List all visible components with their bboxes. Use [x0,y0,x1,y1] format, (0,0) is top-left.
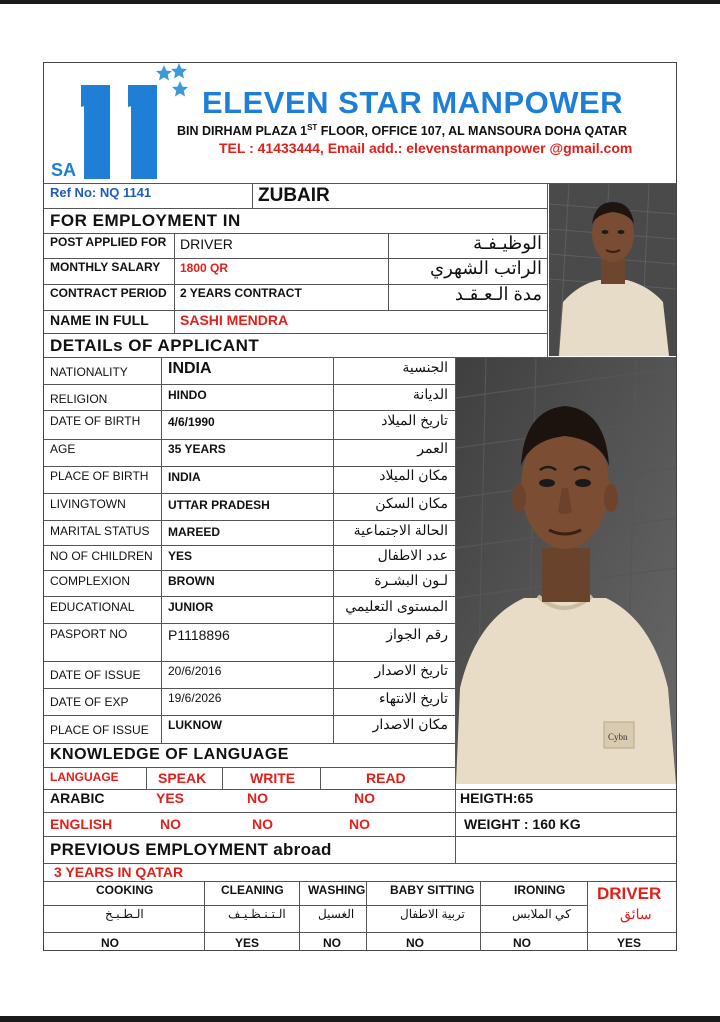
detail-label: NO OF CHILDREN [50,549,153,563]
star-icon [171,63,187,79]
bottom-border [0,1016,720,1022]
divider [44,836,676,837]
lang-header-speak: SPEAK [158,770,207,786]
detail-value: JUNIOR [168,600,214,614]
detail-value: UTTAR PRADESH [168,498,270,512]
skill-en: WASHING [308,883,366,897]
skill-ar: الـطـبـخ [105,907,144,921]
logo-prefix: SA [51,160,77,180]
detail-value: INDIA [168,360,212,377]
detail-label: NATIONALITY [50,365,128,379]
post-value: DRIVER [180,236,233,252]
skill-en: DRIVER [597,884,662,903]
language-heading: KNOWLEDGE OF LANGUAGE [50,746,289,763]
company-header [44,63,676,183]
detail-arabic: لـون البشـرة [374,572,448,588]
address-rest: FLOOR, OFFICE 107, AL MANSOURA DOHA QATAR [317,124,628,139]
skill-ar: كي الملابس [512,907,571,921]
skill-value: NO [323,936,341,950]
detail-value: LUKNOW [168,718,222,732]
lang-arabic-name: ARABIC [50,790,105,806]
detail-label: RELIGION [50,392,108,406]
lang-arabic-speak: YES [156,790,185,806]
skill-value: NO [513,936,531,950]
divider [44,333,547,334]
detail-arabic: تاريخ الانتهاء [378,690,448,706]
skill-ar: الـتـنـظـيـف [228,907,286,921]
detail-value: MAREED [168,525,221,539]
ref-number: Ref No: NQ 1141 [50,185,152,200]
salary-value: 1800 QR [180,261,229,275]
fullname-label: NAME IN FULL [50,312,149,328]
address-start: BIN DIRHAM PLAZA 1 [177,124,308,139]
top-border [0,0,720,4]
star-icon [172,81,188,97]
details-heading: DETAILs OF APPLICANT [50,336,260,355]
skill-value: NO [101,936,119,950]
divider [44,767,455,768]
contract-label: CONTRACT PERIOD [50,286,167,300]
detail-label: COMPLEXION [50,574,131,588]
detail-arabic: مكان الاصدار [372,716,448,732]
skill-ar: سائق [620,906,652,922]
skill-en: IRONING [514,883,566,897]
detail-label: AGE [50,442,76,456]
detail-value: 35 YEARS [168,442,226,456]
lang-header-read: READ [366,770,406,786]
address-sup: ST [307,123,318,132]
divider [44,208,547,209]
detail-arabic: العمر [417,440,448,456]
detail-label: PASPORT NO [50,627,128,641]
detail-value: 20/6/2016 [168,664,222,678]
divider [44,233,547,234]
lang-arabic-read: NO [354,790,375,806]
detail-arabic: الديانة [412,386,448,402]
salary-arabic: الراتب الشهري [430,258,542,278]
detail-arabic: مكان السكن [375,495,448,511]
skill-value: YES [617,936,642,950]
skill-en: BABY SITTING [390,883,475,897]
skill-ar: الغسيل [318,907,355,921]
detail-arabic: مكان الميلاد [379,467,448,483]
divider [388,233,389,310]
detail-value: 4/6/1990 [168,415,215,429]
star-icon [156,65,172,81]
post-arabic: الوظيـفـة [473,233,542,253]
lang-english-write: NO [252,816,273,832]
lang-header-write: WRITE [250,770,296,786]
previous-heading: PREVIOUS EMPLOYMENT abroad [50,840,332,859]
detail-arabic: الجنسية [402,359,448,375]
height-value: HEIGTH:65 [460,790,534,806]
detail-label: PLACE OF BIRTH [50,469,149,483]
photo-small-graphic [549,184,676,356]
divider [44,812,676,813]
skill-value: YES [235,936,260,950]
lang-english-name: ENGLISH [50,816,113,832]
skill-ar: تربية الاطفال [400,907,465,921]
weight-value: WEIGHT : 160 KG [464,816,581,832]
photo-large-graphic [456,358,676,784]
employment-heading: FOR EMPLOYMENT IN [50,211,241,230]
applicant-photo-small [549,184,676,356]
detail-label: PLACE OF ISSUE [50,723,149,737]
divider [252,183,253,208]
company-name: ELEVEN STAR MANPOWER [202,85,624,120]
candidate-name: ZUBAIR [258,185,330,206]
company-logo [49,63,189,181]
lang-english-speak: NO [160,816,181,832]
detail-value: YES [168,549,193,563]
applicant-photo-large [456,358,676,784]
divider [44,743,455,744]
lang-header-language: LANGUAGE [50,770,119,784]
detail-value: HINDO [168,388,207,402]
company-address [177,124,627,138]
detail-arabic: عدد الاطفال [377,547,448,563]
company-contact: TEL : 41433444, Email add.: elevenstarmanpower @gmail.com [219,140,633,156]
salary-label: MONTHLY SALARY [50,260,161,274]
detail-label: EDUCATIONAL [50,600,135,614]
detail-value: BROWN [168,574,215,588]
detail-value: P1118896 [168,627,230,643]
divider [44,881,676,882]
detail-label: DATE OF EXP [50,695,129,709]
detail-arabic: رقم الجواز [386,626,448,642]
lang-arabic-write: NO [247,790,268,806]
detail-arabic: المستوى التعليمي [345,598,448,614]
lang-english-read: NO [349,816,370,832]
detail-value: INDIA [168,470,201,484]
divider [44,310,547,311]
detail-label: DATE OF BIRTH [50,414,141,428]
skill-en: COOKING [96,883,154,897]
detail-value: 19/6/2026 [168,691,222,705]
previous-summary: 3 YEARS IN QATAR [54,864,184,880]
post-label: POST APPLIED FOR [50,235,167,249]
skill-value: NO [406,936,424,950]
divider [455,357,456,864]
divider [333,357,334,743]
detail-label: DATE OF ISSUE [50,668,141,682]
detail-arabic: الحالة الاجتماعية [353,522,448,538]
detail-label: LIVINGTOWN [50,497,126,511]
skill-en: CLEANING [221,883,284,897]
contract-arabic: مدة الـعـقـد [454,284,542,304]
contract-value: 2 YEARS CONTRACT [180,286,302,300]
detail-label: MARITAL STATUS [50,524,150,538]
detail-arabic: تاريخ الميلاد [381,412,448,428]
fullname-value: SASHI MENDRA [180,312,289,328]
divider [161,357,162,743]
divider [174,233,175,333]
detail-arabic: تاريخ الاصدار [374,662,448,678]
divider [547,183,548,357]
shirt-logo-text: Cybn [608,732,628,742]
